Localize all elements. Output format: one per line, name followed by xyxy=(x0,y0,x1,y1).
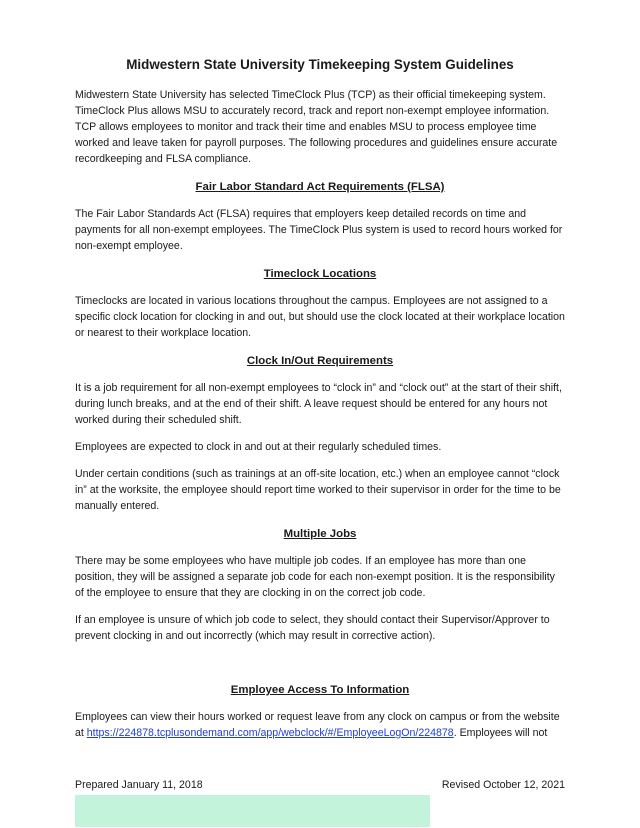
prepared-date: Prepared January 11, 2018 xyxy=(75,779,203,791)
employee-access-paragraph xyxy=(75,709,565,741)
highlight-box xyxy=(75,795,430,827)
document-title: Midwestern State University Timekeeping System Guidelines xyxy=(126,57,514,72)
revised-date: Revised October 12, 2021 xyxy=(441,779,565,791)
heading-employee-access: Employee Access To Information xyxy=(230,684,410,696)
clock-schedule-paragraph: Employees are expected to clock in and out at their regularly scheduled times. xyxy=(75,441,442,453)
heading-multiple-jobs: Multiple Jobs xyxy=(283,528,357,540)
access-text-before-link: Employees can view their hours worked or request leave from any clock on campus or from the website at xyxy=(75,711,560,739)
webclock-link[interactable]: https://224878.tcplusondemand.com/app/webclock/#/EmployeeLogOn/224878 xyxy=(86,727,454,739)
job-code-paragraph: If an employee is unsure of which job code to select, they should contact their Supervisor/Approver to prevent clocking in and out incorrectly (which may result in corrective action). xyxy=(75,614,550,642)
access-text-after-link: . Employees will not xyxy=(453,727,548,739)
intro-paragraph: Midwestern State University has selected TimeClock Plus (TCP) as their official timekeeping system. TimeClock Plus allows MSU to accurately record, track and report non-exempt employee information. TCP allows employees to monitor and track their time and enables MSU to process employee time worked and leave taken for payroll purposes. The following procedures and guidelines ensure accurate recordkeeping and FLSA compliance. xyxy=(75,89,558,165)
locations-paragraph: Timeclocks are located in various locations throughout the campus. Employees are not assigned to a specific clock location for clocking in and out, but should use the clock located at their workplace location or nearest to their workplace location. xyxy=(75,295,565,339)
flsa-paragraph: The Fair Labor Standards Act (FLSA) requires that employers keep detailed records on time and payments for all non-exempt employees. The TimeClock Plus system is used to record hours worked for non-exempt employee. xyxy=(75,208,563,252)
heading-timeclock-locations: Timeclock Locations xyxy=(263,268,377,280)
multiple-jobs-paragraph: There may be some employees who have multiple job codes. If an employee has more than one position, they will be assigned a separate job code for each non-exempt position. It is the responsibility of the employee to ensure that they are clocking in on the correct job code. xyxy=(75,555,555,599)
clock-offsite-paragraph: Under certain conditions (such as trainings at an off-site location, etc.) when an employee cannot “clock in” at the worksite, the employee should report time worked to their supervisor in order for the time to be manually entered. xyxy=(75,468,561,512)
heading-flsa: Fair Labor Standard Act Requirements (FLSA) xyxy=(195,181,445,193)
heading-clock-in-out: Clock In/Out Requirements xyxy=(246,355,394,367)
clock-requirements-paragraph: It is a job requirement for all non-exempt employees to “clock in” and “clock out” at the start of their shift, during lunch breaks, and at the end of their shift. A leave request should be entered for any hours not worked during their scheduled shift. xyxy=(75,382,562,426)
